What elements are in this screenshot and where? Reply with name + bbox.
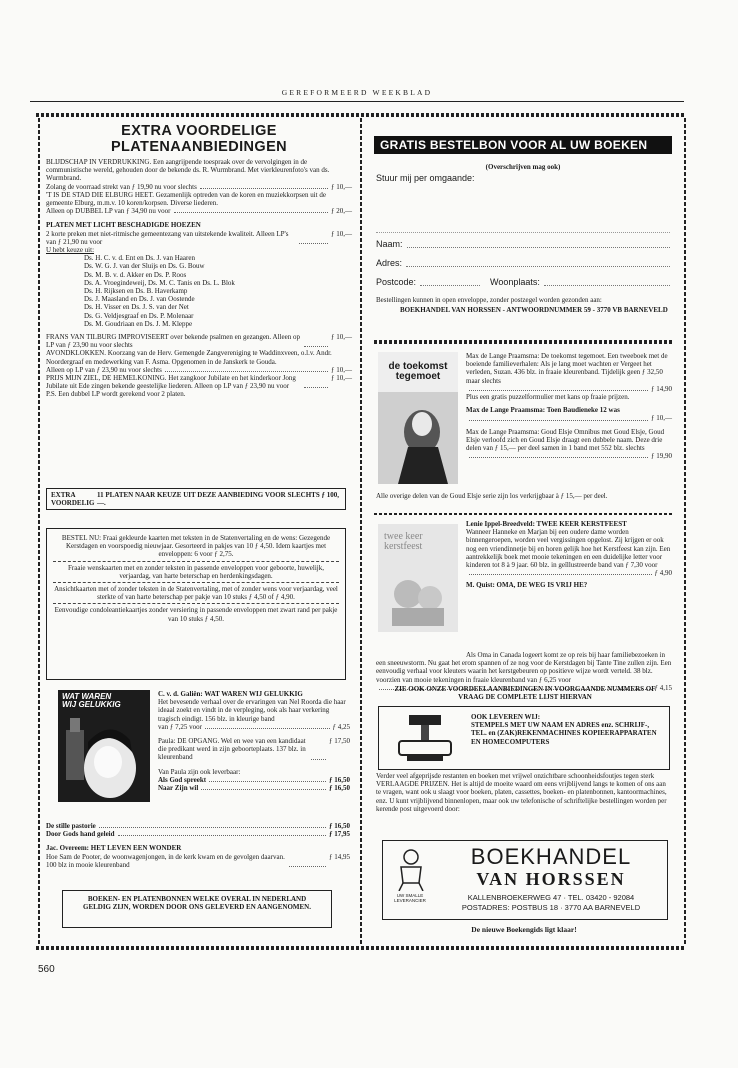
offer-2: 'T IS DE STAD DIE ELBURG HEET. Gezamenlijk optreden van de koren en muziekkorpsen uit de gemeente Elburg, m.m.v. 10 koren/korpsen. Diverse liederen. xyxy=(46,190,326,208)
more-info: Verder veel afgeprijsde restanten en boeken met vrijwel onzichtbare schoonheidsfoutjes tegen sterk VERLAAGDE PRIJZEN. Het is altijd de moeite waard om eens vrijblijvend langs te komen of ons aan te vragen, want ook u slaagt voor boeken, platen, cassettes, boeken- en platenbonnen, kantoormachines, enz. U kunt vrijblijvend binnenlopen, maar ook uw telefonische of schriftelijke bestellingen worden per kerende post uitgevoerd door: xyxy=(376,772,667,813)
goud-elsje-note: Alle overige delen van de Goud Elsje serie zijn los verkrijgbaar à ƒ 15,— per deel. xyxy=(376,492,608,500)
book-cover-image xyxy=(378,352,458,484)
name-field[interactable] xyxy=(407,239,670,248)
order-form: Stuur mij per omgaande: Naam: Adres: Postcode: Woonplaats: Bestellingen kunnen in open enveloppe, zonder postzegel worden gezonden aan: BOEKHANDEL VAN HORSSEN - ANTWOORDNUMMER 59 - 3770 VB BARNEVELD xyxy=(376,174,670,315)
book-cover-image xyxy=(58,690,150,802)
center-divider xyxy=(360,118,362,946)
order-form-title: GRATIS BESTELBON VOOR AL UW BOEKEN xyxy=(374,136,672,154)
postscript: P.S. Een dubbel LP wordt gerekend voor 2 platen. xyxy=(46,390,186,399)
order-form-rule xyxy=(374,340,672,344)
store-logo-line1: BOEKHANDEL xyxy=(470,844,632,869)
offer-title: EXTRA VOORDELIGE PLATENAANBIEDINGEN xyxy=(110,123,288,155)
see-also: ZIE OOK ONZE VOORDEELAANBIEDINGEN IN VOORGAANDE NUMMERS OF VRAAG DE COMPLETE LIJST HIERVAN xyxy=(394,685,656,702)
offer-5: AVONDKLOKKEN. Koorzang van de Herv. Gemengde Zangvereniging te Waddinxveen, o.l.v. Andr. Noordergraaf en medewerking van F. Asma. Opgenomen in de Janskerk te Gouda. xyxy=(46,349,332,366)
address-field[interactable] xyxy=(406,258,670,267)
bonnen-box: BOEKEN- EN PLATENBONNEN WELKE OVERAL IN NEDERLAND GELDIG ZIJN, WORDEN DOOR ONS GELEVERD EN AANGENOMEN. xyxy=(62,890,332,928)
city-field[interactable] xyxy=(544,277,670,286)
right-border xyxy=(684,118,686,946)
price-line: Alleen op LP van ƒ 23,90 nu voor slechts ƒ 10,— xyxy=(46,365,352,374)
postcode-field[interactable] xyxy=(420,277,480,286)
list-item: Ds. A. Vroegindeweij, Ds. M. C. Tanis en Ds. L. Blok xyxy=(84,278,235,287)
order-lines-field[interactable] xyxy=(376,192,670,233)
galien-offer: C. v. d. Galiën: WAT WAREN WIJ GELUKKIG Het bevesende verhaal over de ervaringen van Nel Roorda die haar ideaal zoekt en vindt in de verpleging, ook als haar verkering tragisch eindigt. 156 blz. in kleurige band van ƒ 7,25 voor ƒ 4,25 Paula: DE OPGANG. Wel en wee van een kandidaat die predikant werd in zijn geboorteplaats. 137 blz. in kleurenband ƒ 17,50 Van Paula zijn ook leverbaar: Als God spreekt ƒ 16,50 Naar Zijn wil ƒ 16,50 xyxy=(158,690,350,793)
list-item: Ds. H. C. v. d. Ent en Ds. J. van Haaren xyxy=(84,254,195,263)
paula-list-continued: De stille pastorie ƒ 16,50 Door Gods hand geleid ƒ 17,95 Jac. Overeem: HET LEVEN EEN WONDER Hoe Sam de Pooter, de woonwagenjongen, in de kerk kwam en de gevolgen daarvan. 100 blz in mooie kleurenband ƒ 14,95 xyxy=(46,822,350,869)
list-item: Ds. G. Veldjesgraaf en Ds. P. Molenaar xyxy=(84,311,194,320)
header-rule xyxy=(30,101,684,102)
cards-offer: Ansichtkaarten met of zonder teksten in de Statenvertaling, met of zonder wens voor verjaardag, veel sterkte of van harte beterschap per pakje van 10 stuks ƒ 4,50 of ƒ 4,90. xyxy=(54,585,338,602)
list-item: Ds. M. Goudriaan en Ds. J. M. Kleppe xyxy=(84,319,193,328)
left-border xyxy=(38,118,40,946)
cards-box xyxy=(46,528,346,680)
offer-6: PRIJS MIJN ZIEL, DE HEMELKONING. Het zangkoor Jubilate en het kinderkoor Jong Jubilate uit Ede zingen bekende geestelijke liederen. Alleen op LP van ƒ 23,90 nu voor ƒ 10,— xyxy=(46,374,352,391)
list-item: Ds. H. Visser en Ds. J. S. van der Net xyxy=(84,303,189,312)
overeem-title: Jac. Overeem: HET LEVEN EEN WONDER xyxy=(46,844,182,853)
offer-1: BLIJDSCHAP IN VERDRUKKING. Een aangrijpende toespraak over de vervolgingen in de communistische wereld, gehouden door de bekende ds. R. Wurmbrand. Met vierkleurenfoto's van ds. Wurmbrand. xyxy=(46,158,330,183)
logo-tagline: UW SMALLE LEVERANCIER xyxy=(394,893,426,903)
cards-offer: Eenvoudige condoleantiekaartjes zonder versiering in passende enveloppen met zwart rand per pakje van 10 stuks ƒ 4,50. xyxy=(54,606,338,623)
book-cover-image xyxy=(378,524,458,632)
stamp-machine-icon xyxy=(393,711,457,763)
section-heading: PLATEN MET LICHT BESCHADIGDE HOEZEN xyxy=(46,221,201,230)
left-column xyxy=(46,124,352,399)
store-logo-line2: VAN HORSSEN xyxy=(476,869,626,889)
choice-label: U hebt keuze uit: xyxy=(46,246,95,255)
send-instructions: Bestellingen kunnen in open enveloppe, zonder postzegel worden gezonden aan: xyxy=(376,296,602,305)
cover-title: twee keer kerstfeest xyxy=(384,531,423,552)
list-item: Ds. J. Maasland en Ds. J. van Oostende xyxy=(84,295,195,304)
store-mascot-icon xyxy=(391,847,431,891)
list-item: Ds. W. G. J. van der Sluijs en Ds. G. Bouw xyxy=(84,262,205,271)
offer-3: 2 korte preken met niet-ritmische gemeentezang van uitstekende kwaliteit. Alleen LP's van ƒ 21,90 nu voor ƒ 10,— xyxy=(46,229,352,246)
cover-title: de toekomst tegemoet xyxy=(388,361,448,382)
top-border xyxy=(36,113,684,117)
store-postal-address: POSTADRES: POSTBUS 18 · 3770 AA BARNEVELD xyxy=(461,903,641,912)
list-item: Ds. M. B. v. d. Akker en Ds. P. Roos xyxy=(84,270,187,279)
praamsma-offers: Max de Lange Praamsma: De toekomst tegemoet. Een tweeboek met de boeiende familieverhalen: Als je lang moet wachten er Vergeet het verleden, Suzan. 436 blz. in fraaie kleurenband. Tijdelijk geen ƒ 32,50 maar slechts ƒ 14,90 Plus een gratis puzzelformulier met kans op fraaie prijzen. Max de Lange Praamsma: Toen Baudieneke 12 was ƒ 10,— Max de Lange Praamsma: Goud Elsje Omnibus met Goud Elsje, Goud Elsje verloofd zich en Goud Elsje draagt een dubbele naam. Deze drie delen van ƒ 15,— per deel samen in 1 band met 552 blz. slechts ƒ 19,90 xyxy=(466,352,672,461)
section-rule xyxy=(374,513,672,515)
preacher-list xyxy=(46,254,352,328)
cover-title: WAT WAREN WIJ GELUKKIG xyxy=(62,692,121,709)
extra-offer-box: EXTRA VOORDELIG 11 PLATEN NAAR KEUZE UIT DEZE AANBIEDING VOOR SLECHTS ƒ 100,—. xyxy=(46,488,346,510)
store-logo-box xyxy=(382,840,668,920)
new-catalogue-note: De nieuwe Boekengids ligt klaar! xyxy=(471,925,577,934)
quist-offer: Als Oma in Canada logeert komt ze op reis bij haar familiebezoeken in een sneeuwstorm. Nu gaat het erom spannen of ze nog voor de Kerstdagen bij Tante Tine zullen zijn. Een eenvoudig verhaal voor kleuters waarin het kerstgebeuren op positieve wijze wordt verteld. 38 blz. voorzien van mooie tekeningen in fraaie kleurenband van ƒ 6,25 voor ƒ 4,15 xyxy=(376,651,672,692)
page-number: 560 xyxy=(38,964,55,975)
price-line: Zolang de voorraad strekt van ƒ 19,90 nu voor slechts ƒ 10,— xyxy=(46,182,352,191)
bottom-border xyxy=(36,946,684,950)
ippel-offer: Lenie Ippel-Breedveld: TWEE KEER KERSTFEEST Wanneer Hanneke en Marjan bij een oudere dame worden binnengeroepen, worden veel vergissingen opgelost. Zij krijgen er ook nog een vriendinnetje bij en horen gelijk hoe het Kerstfeest kan zijn. Een aantrekkelijk boek met mooie tekeningen en een duidelijke letter voor kinderen tot 8 à 9 jaar. 60 blz. in geïllustreerde band van ƒ 7,30 voor ƒ 4,90 M. Quist: OMA, DE WEG IS VRIJ HE? xyxy=(466,520,672,590)
price-line: Alleen op DUBBEL LP van ƒ 34,90 nu voor ƒ 20,— xyxy=(46,207,352,216)
overeem-offer: Hoe Sam de Pooter, de woonwagenjongen, in de kerk kwam en de gevolgen daarvan. 100 blz in mooie kleurenband ƒ 14,95 xyxy=(46,852,350,869)
reply-address: BOEKHANDEL VAN HORSSEN - ANTWOORDNUMMER 59 - 3770 VB BARNEVELD xyxy=(400,306,668,315)
also-supply-box: OOK LEVEREN WIJ: STEMPELS MET UW NAAM EN ADRES enz. SCHRIJF-, TEL. en (ZAK)REKENMACHINES KOPIEERAPPARATEN EN HOMECOMPUTERS xyxy=(378,706,670,770)
copy-note: (Overschrijven mag ook) xyxy=(485,163,561,171)
running-header: GEREFORMEERD WEEKBLAD xyxy=(281,88,433,97)
cards-offer: Fraaie wenskaarten met en zonder teksten in passende enveloppen voor geboorte, huwelijk, verjaardag, van harte beterschap en herdenkingsdagen. xyxy=(68,563,324,580)
store-address: KALLENBROEKERWEG 47 · TEL. 03420 - 92084 xyxy=(467,893,635,902)
list-item: Ds. H. Rijksen en Ds. B. Haverkamp xyxy=(84,287,188,296)
offer-4: FRANS VAN TILBURG IMPROVISEERT over bekende psalmen en gezangen. Alleen op LP van ƒ 23,90 nu voor slechts ƒ 10,— xyxy=(46,333,352,350)
cards-offer: BESTEL NU: Fraai gekleurde kaarten met teksten in de Statenvertaling en de wens: Gezegende Kerstdagen en voorspoedig nieuwjaar. Gesorteerd in pakjes van 10 ƒ 4,50. Idem kaartjes met enveloppen: 6 voor ƒ 2,75. xyxy=(61,534,331,559)
